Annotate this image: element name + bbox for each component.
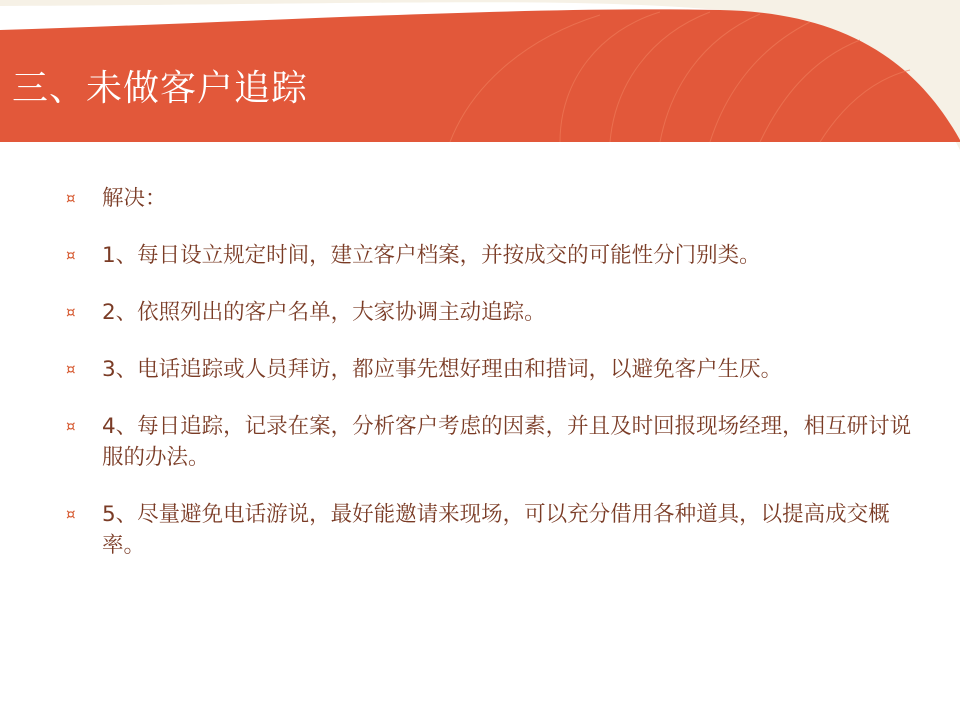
bullet-item	[66, 411, 926, 473]
bullet-text: 解决：	[102, 186, 167, 211]
bullet-item	[66, 183, 926, 214]
bullet-marker-icon: ¤	[66, 360, 76, 378]
bullet-marker-icon: ¤	[66, 505, 76, 523]
slide-title: 三、未做客户追踪	[12, 68, 309, 109]
bullet-item	[66, 297, 926, 328]
bullet-marker-icon: ¤	[66, 417, 76, 435]
bullet-text: 1、每日设立规定时间，建立客户档案，并按成交的可能性分门别类。	[102, 243, 761, 268]
bullet-text: 5、尽量避免电话游说，最好能邀请来现场，可以充分借用各种道具，以提高成交概率。	[102, 502, 890, 558]
bullet-list	[66, 183, 926, 587]
bullet-item	[66, 499, 926, 561]
bullet-item	[66, 240, 926, 271]
bullet-marker-icon: ¤	[66, 189, 76, 207]
bullet-text: 2、依照列出的客户名单，大家协调主动追踪。	[102, 300, 546, 325]
bullet-text: 3、电话追踪或人员拜访，都应事先想好理由和措词，以避免客户生厌。	[102, 357, 783, 382]
bullet-marker-icon: ¤	[66, 246, 76, 264]
bullet-marker-icon: ¤	[66, 303, 76, 321]
bullet-item	[66, 354, 926, 385]
bullet-text: 4、每日追踪，记录在案，分析客户考虑的因素，并且及时回报现场经理，相互研讨说服的办法。	[102, 414, 912, 470]
